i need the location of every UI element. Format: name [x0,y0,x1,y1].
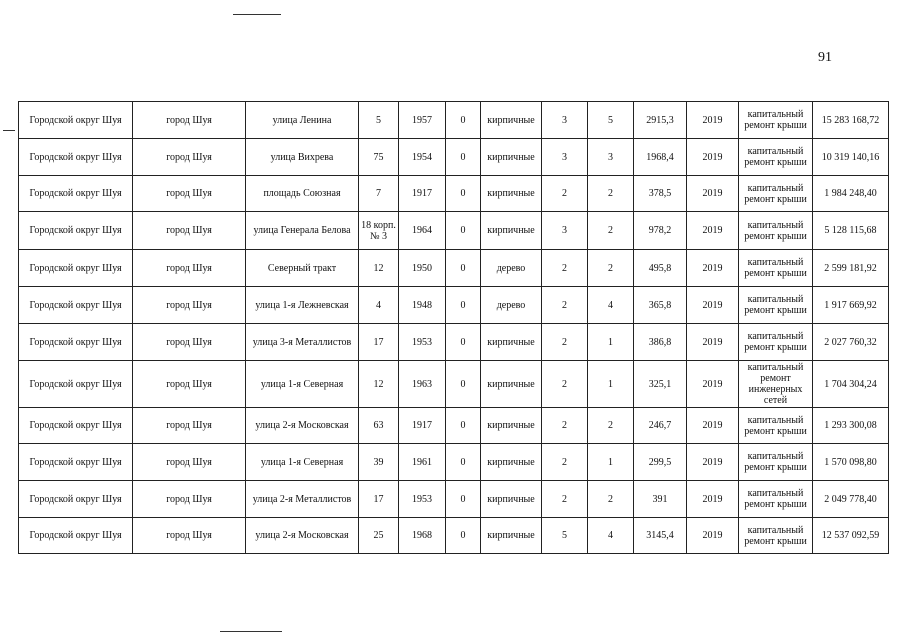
year-cell: 2019 [687,176,739,212]
area-cell: 1968,4 [634,139,687,176]
table-row [19,324,889,361]
municipality-cell: Городской округ Шуя [19,250,133,287]
street-cell: улица 2-я Московская [246,408,359,444]
cost-cell: 10 319 140,16 [813,139,889,176]
area-cell: 299,5 [634,444,687,481]
footer-rule [220,631,282,632]
work-type-cell: капитальный ремонт инженерных сетей [739,361,813,408]
street-cell: улица 1-я Северная [246,361,359,408]
year-built-cell: 1948 [399,287,446,324]
house-number-cell: 63 [359,408,399,444]
floors-cell: 3 [542,212,588,250]
year-built-cell: 1954 [399,139,446,176]
cost-cell: 2 049 778,40 [813,481,889,518]
entrances-cell: 1 [588,324,634,361]
header-rule [233,14,281,15]
table-row [19,139,889,176]
cost-cell: 1 293 300,08 [813,408,889,444]
year-cell: 2019 [687,361,739,408]
table-row [19,361,889,408]
cost-cell: 15 283 168,72 [813,102,889,139]
value-cell: 0 [446,444,481,481]
value-cell: 0 [446,287,481,324]
value-cell: 0 [446,250,481,287]
year-cell: 2019 [687,324,739,361]
municipality-cell: Городской округ Шуя [19,212,133,250]
municipality-cell: Городской округ Шуя [19,176,133,212]
settlement-cell: город Шуя [133,212,246,250]
street-cell: улица 1-я Лежневская [246,287,359,324]
entrances-cell: 2 [588,408,634,444]
municipality-cell: Городской округ Шуя [19,518,133,554]
area-cell: 391 [634,481,687,518]
street-cell: улица 2-я Металлистов [246,481,359,518]
street-cell: улица 3-я Металлистов [246,324,359,361]
street-cell: улица 2-я Московская [246,518,359,554]
wall-material-cell: кирпичные [481,176,542,212]
year-built-cell: 1953 [399,324,446,361]
street-cell: улица Ленина [246,102,359,139]
table-row [19,287,889,324]
wall-material-cell: дерево [481,250,542,287]
work-type-cell: капитальный ремонт крыши [739,176,813,212]
year-cell: 2019 [687,102,739,139]
municipality-cell: Городской округ Шуя [19,287,133,324]
cost-cell: 2 599 181,92 [813,250,889,287]
page-number: 91 [818,50,832,65]
work-type-cell: капитальный ремонт крыши [739,139,813,176]
wall-material-cell: кирпичные [481,212,542,250]
work-type-cell: капитальный ремонт крыши [739,102,813,139]
year-cell: 2019 [687,212,739,250]
cost-cell: 2 027 760,32 [813,324,889,361]
house-number-cell: 39 [359,444,399,481]
table-row [19,408,889,444]
entrances-cell: 4 [588,518,634,554]
entrances-cell: 4 [588,287,634,324]
municipality-cell: Городской округ Шуя [19,361,133,408]
house-number-cell: 75 [359,139,399,176]
house-number-cell: 18 корп. № 3 [359,212,399,250]
year-built-cell: 1964 [399,212,446,250]
street-cell: Северный тракт [246,250,359,287]
municipality-cell: Городской округ Шуя [19,444,133,481]
street-cell: улица 1-я Северная [246,444,359,481]
year-cell: 2019 [687,287,739,324]
house-number-cell: 4 [359,287,399,324]
cost-cell: 12 537 092,59 [813,518,889,554]
wall-material-cell: кирпичные [481,102,542,139]
street-cell: улица Генерала Белова [246,212,359,250]
settlement-cell: город Шуя [133,176,246,212]
cost-cell: 1 704 304,24 [813,361,889,408]
settlement-cell: город Шуя [133,287,246,324]
settlement-cell: город Шуя [133,324,246,361]
year-built-cell: 1968 [399,518,446,554]
value-cell: 0 [446,102,481,139]
work-type-cell: капитальный ремонт крыши [739,481,813,518]
floors-cell: 3 [542,102,588,139]
floors-cell: 2 [542,481,588,518]
work-type-cell: капитальный ремонт крыши [739,324,813,361]
floors-cell: 2 [542,287,588,324]
work-type-cell: капитальный ремонт крыши [739,287,813,324]
table-row [19,212,889,250]
entrances-cell: 5 [588,102,634,139]
wall-material-cell: кирпичные [481,324,542,361]
house-number-cell: 25 [359,518,399,554]
wall-material-cell: кирпичные [481,408,542,444]
area-cell: 365,8 [634,287,687,324]
work-type-cell: капитальный ремонт крыши [739,408,813,444]
value-cell: 0 [446,324,481,361]
floors-cell: 2 [542,324,588,361]
settlement-cell: город Шуя [133,408,246,444]
area-cell: 325,1 [634,361,687,408]
value-cell: 0 [446,139,481,176]
table-row [19,444,889,481]
cost-cell: 1 570 098,80 [813,444,889,481]
entrances-cell: 3 [588,139,634,176]
municipality-cell: Городской округ Шуя [19,324,133,361]
settlement-cell: город Шуя [133,481,246,518]
house-number-cell: 7 [359,176,399,212]
wall-material-cell: дерево [481,287,542,324]
cost-cell: 1 984 248,40 [813,176,889,212]
house-number-cell: 12 [359,250,399,287]
settlement-cell: город Шуя [133,518,246,554]
year-cell: 2019 [687,481,739,518]
floors-cell: 2 [542,408,588,444]
value-cell: 0 [446,481,481,518]
municipality-cell: Городской округ Шуя [19,408,133,444]
area-cell: 978,2 [634,212,687,250]
entrances-cell: 2 [588,250,634,287]
area-cell: 386,8 [634,324,687,361]
value-cell: 0 [446,176,481,212]
settlement-cell: город Шуя [133,102,246,139]
municipality-cell: Городской округ Шуя [19,139,133,176]
settlement-cell: город Шуя [133,139,246,176]
year-built-cell: 1963 [399,361,446,408]
house-number-cell: 17 [359,481,399,518]
table-row [19,250,889,287]
wall-material-cell: кирпичные [481,518,542,554]
year-built-cell: 1957 [399,102,446,139]
municipality-cell: Городской округ Шуя [19,102,133,139]
work-type-cell: капитальный ремонт крыши [739,212,813,250]
settlement-cell: город Шуя [133,444,246,481]
year-built-cell: 1950 [399,250,446,287]
floors-cell: 3 [542,139,588,176]
cost-cell: 1 917 669,92 [813,287,889,324]
year-built-cell: 1953 [399,481,446,518]
floors-cell: 2 [542,444,588,481]
house-number-cell: 17 [359,324,399,361]
housing-repair-table [18,101,889,554]
margin-mark [3,130,15,131]
floors-cell: 2 [542,176,588,212]
year-cell: 2019 [687,518,739,554]
year-cell: 2019 [687,250,739,287]
municipality-cell: Городской округ Шуя [19,481,133,518]
work-type-cell: капитальный ремонт крыши [739,518,813,554]
area-cell: 2915,3 [634,102,687,139]
cost-cell: 5 128 115,68 [813,212,889,250]
floors-cell: 2 [542,250,588,287]
entrances-cell: 2 [588,176,634,212]
house-number-cell: 12 [359,361,399,408]
year-cell: 2019 [687,408,739,444]
value-cell: 0 [446,212,481,250]
table-row [19,102,889,139]
entrances-cell: 1 [588,444,634,481]
street-cell: площадь Союзная [246,176,359,212]
floors-cell: 5 [542,518,588,554]
year-built-cell: 1917 [399,176,446,212]
street-cell: улица Вихрева [246,139,359,176]
table-row [19,176,889,212]
settlement-cell: город Шуя [133,361,246,408]
year-built-cell: 1961 [399,444,446,481]
area-cell: 3145,4 [634,518,687,554]
wall-material-cell: кирпичные [481,361,542,408]
work-type-cell: капитальный ремонт крыши [739,250,813,287]
house-number-cell: 5 [359,102,399,139]
table-row [19,518,889,554]
entrances-cell: 1 [588,361,634,408]
area-cell: 495,8 [634,250,687,287]
settlement-cell: город Шуя [133,250,246,287]
wall-material-cell: кирпичные [481,444,542,481]
year-cell: 2019 [687,139,739,176]
value-cell: 0 [446,408,481,444]
wall-material-cell: кирпичные [481,139,542,176]
entrances-cell: 2 [588,481,634,518]
year-cell: 2019 [687,444,739,481]
wall-material-cell: кирпичные [481,481,542,518]
year-built-cell: 1917 [399,408,446,444]
table-row [19,481,889,518]
value-cell: 0 [446,518,481,554]
area-cell: 246,7 [634,408,687,444]
work-type-cell: капитальный ремонт крыши [739,444,813,481]
area-cell: 378,5 [634,176,687,212]
floors-cell: 2 [542,361,588,408]
entrances-cell: 2 [588,212,634,250]
value-cell: 0 [446,361,481,408]
